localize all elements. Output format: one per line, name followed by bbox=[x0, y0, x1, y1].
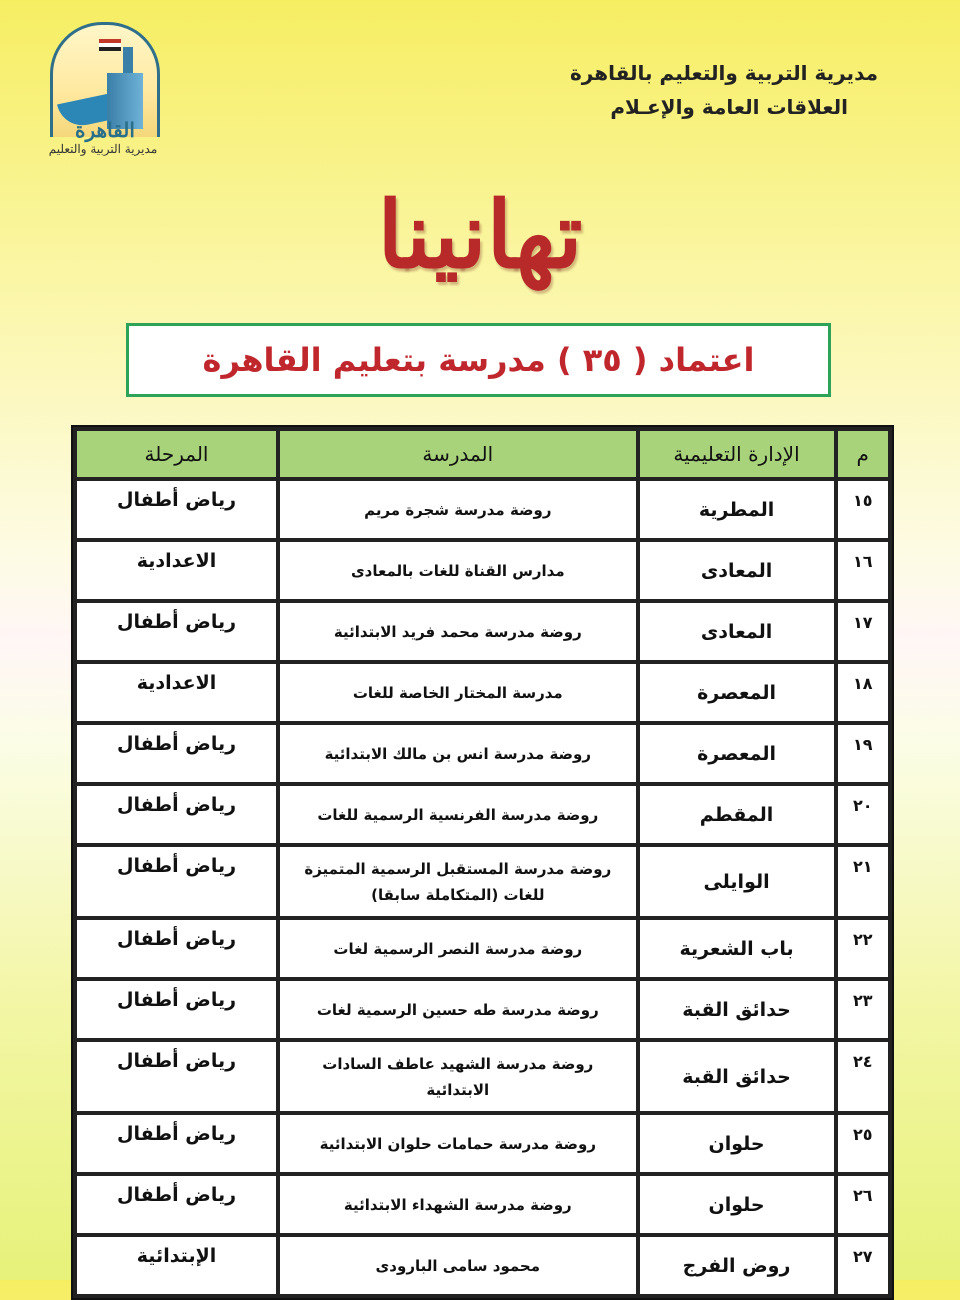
row-admin: المعادى bbox=[640, 542, 834, 599]
cairo-directorate-logo bbox=[28, 22, 178, 162]
row-num: ٢٢ bbox=[838, 920, 889, 977]
row-num: ٢٧ bbox=[838, 1237, 889, 1294]
header-admin: الإدارة التعليمية bbox=[640, 431, 834, 477]
row-school: روضة مدرسة شجرة مريم bbox=[280, 481, 636, 538]
row-stage: رياض أطفال bbox=[77, 603, 276, 660]
row-school: مدرسة المختار الخاصة للغات bbox=[280, 664, 636, 721]
egypt-flag-icon bbox=[99, 39, 121, 51]
row-stage: الاعدادية bbox=[77, 542, 276, 599]
table-row bbox=[77, 542, 888, 599]
row-school: روضة مدرسة الشهيد عاطف السادات الابتدائية bbox=[280, 1042, 636, 1111]
table-row bbox=[77, 603, 888, 660]
row-admin: الوايلى bbox=[640, 847, 834, 916]
row-num: ١٦ bbox=[838, 542, 889, 599]
schools-table bbox=[71, 425, 894, 1300]
header-school: المدرسة bbox=[280, 431, 636, 477]
row-admin: المطرية bbox=[640, 481, 834, 538]
row-stage: الإبتدائية bbox=[77, 1237, 276, 1294]
table-row bbox=[77, 481, 888, 538]
page-header bbox=[570, 56, 878, 124]
row-admin: حدائق القبة bbox=[640, 981, 834, 1038]
table-row bbox=[77, 1115, 888, 1172]
row-num: ١٨ bbox=[838, 664, 889, 721]
row-num: ٢٥ bbox=[838, 1115, 889, 1172]
row-stage: رياض أطفال bbox=[77, 1042, 276, 1111]
table-row bbox=[77, 786, 888, 843]
row-num: ٢٦ bbox=[838, 1176, 889, 1233]
row-stage: رياض أطفال bbox=[77, 1176, 276, 1233]
department-name: العلاقات العامة والإعـلام bbox=[610, 95, 848, 119]
row-admin: حلوان bbox=[640, 1115, 834, 1172]
row-school: روضة مدرسة الفرنسية الرسمية للغات bbox=[280, 786, 636, 843]
row-stage: رياض أطفال bbox=[77, 981, 276, 1038]
table-row bbox=[77, 920, 888, 977]
table-row bbox=[77, 1042, 888, 1111]
row-school: روضة مدرسة محمد فريد الابتدائية bbox=[280, 603, 636, 660]
row-stage: رياض أطفال bbox=[77, 786, 276, 843]
row-school: محمود سامى البارودى bbox=[280, 1237, 636, 1294]
headline-text: اعتماد ( ٣٥ ) مدرسة بتعليم القاهرة bbox=[202, 341, 755, 379]
row-stage: رياض أطفال bbox=[77, 481, 276, 538]
row-school: مدارس القناة للغات بالمعادى bbox=[280, 542, 636, 599]
directorate-name: مديرية التربية والتعليم بالقاهرة bbox=[570, 61, 878, 85]
row-school: روضة مدرسة النصر الرسمية لغات bbox=[280, 920, 636, 977]
row-admin: المعادى bbox=[640, 603, 834, 660]
logo-name: القاهرة bbox=[75, 118, 135, 142]
table-header-row bbox=[77, 431, 888, 477]
header-stage: المرحلة bbox=[77, 431, 276, 477]
row-stage: الاعدادية bbox=[77, 664, 276, 721]
row-num: ٢٣ bbox=[838, 981, 889, 1038]
row-school: روضة مدرسة طه حسين الرسمية لغات bbox=[280, 981, 636, 1038]
row-stage: رياض أطفال bbox=[77, 920, 276, 977]
row-num: ١٥ bbox=[838, 481, 889, 538]
table-row bbox=[77, 1237, 888, 1294]
table-row bbox=[77, 981, 888, 1038]
row-admin: روض الفرج bbox=[640, 1237, 834, 1294]
table-row bbox=[77, 847, 888, 916]
row-stage: رياض أطفال bbox=[77, 1115, 276, 1172]
row-school: روضة مدرسة انس بن مالك الابتدائية bbox=[280, 725, 636, 782]
row-stage: رياض أطفال bbox=[77, 847, 276, 916]
row-admin: المقطم bbox=[640, 786, 834, 843]
row-admin: المعصرة bbox=[640, 725, 834, 782]
row-num: ٢٠ bbox=[838, 786, 889, 843]
table-row bbox=[77, 725, 888, 782]
row-admin: المعصرة bbox=[640, 664, 834, 721]
row-school: روضة مدرسة الشهداء الابتدائية bbox=[280, 1176, 636, 1233]
congrats-title: تهانينا bbox=[377, 181, 583, 289]
row-stage: رياض أطفال bbox=[77, 725, 276, 782]
table-row bbox=[77, 664, 888, 721]
row-num: ١٩ bbox=[838, 725, 889, 782]
row-admin: باب الشعرية bbox=[640, 920, 834, 977]
row-num: ١٧ bbox=[838, 603, 889, 660]
table-row bbox=[77, 1176, 888, 1233]
row-num: ٢٤ bbox=[838, 1042, 889, 1111]
row-admin: حلوان bbox=[640, 1176, 834, 1233]
header-num: م bbox=[838, 431, 889, 477]
row-admin: حدائق القبة bbox=[640, 1042, 834, 1111]
headline-box bbox=[126, 323, 831, 397]
row-school: روضة مدرسة المستقبل الرسمية المتميزة للغات (المتكاملة سابقا) bbox=[280, 847, 636, 916]
row-num: ٢١ bbox=[838, 847, 889, 916]
logo-subtitle: مديرية التربية والتعليم bbox=[48, 142, 158, 156]
row-school: روضة مدرسة حمامات حلوان الابتدائية bbox=[280, 1115, 636, 1172]
